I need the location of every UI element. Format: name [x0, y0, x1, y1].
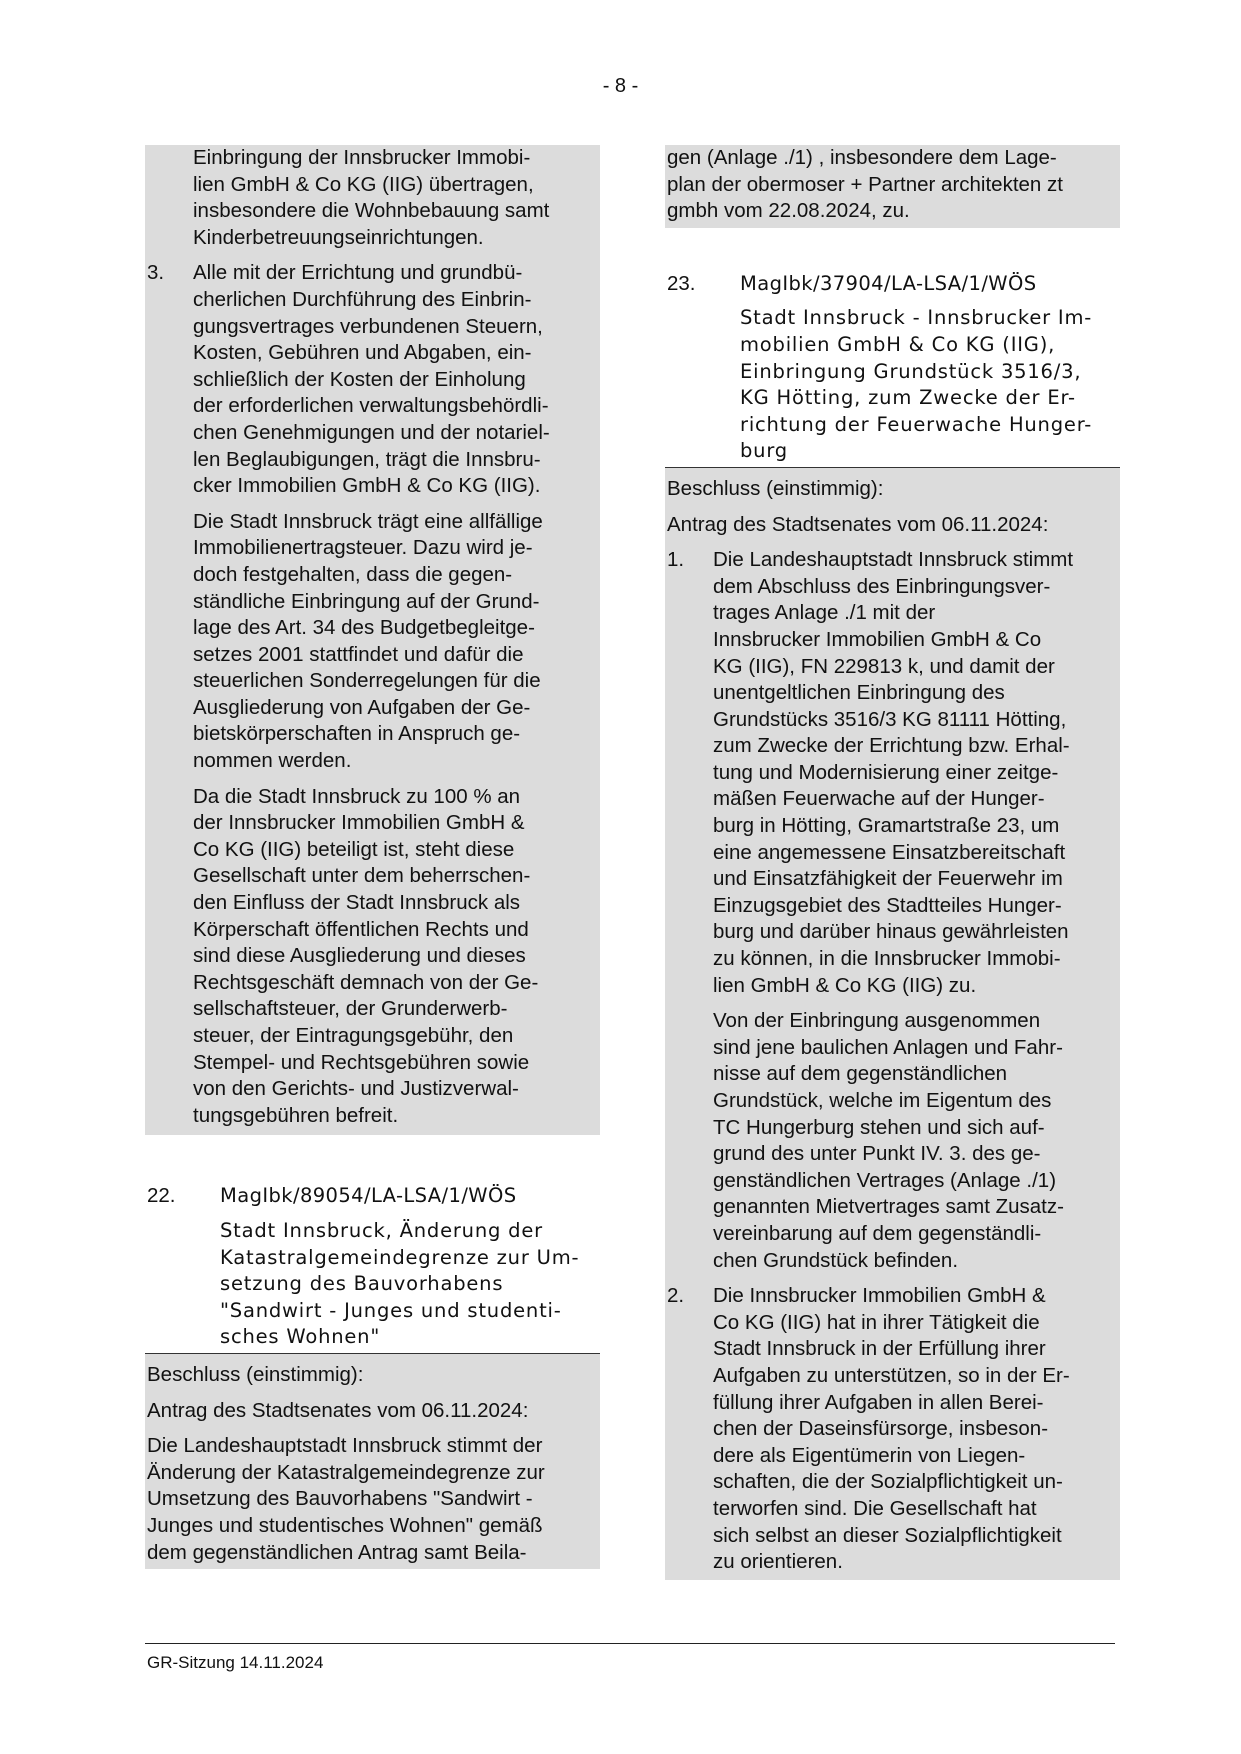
- text-line: Änderung der Katastralgemeindegrenze zur: [147, 1460, 545, 1484]
- text-line: Stempel- und Rechtsgebühren sowie: [193, 1050, 530, 1074]
- text-line: cker Immobilien GmbH & Co KG (IIG).: [193, 474, 541, 498]
- text-line: den Einfluss der Stadt Innsbruck als: [193, 891, 521, 915]
- text-line: dem gegenständlichen Antrag samt Beila-: [147, 1540, 527, 1564]
- text-line: genständlichen Vertrages (Anlage ./1): [713, 1168, 1057, 1192]
- text-line: Die Landeshauptstadt Innsbruck stimmt: [713, 548, 1074, 572]
- text-line: gungsvertrages verbundenen Steuern,: [193, 314, 543, 338]
- text-line: Stadt Innsbruck, Änderung der: [220, 1218, 543, 1242]
- text-line: Einbringung Grundstück 3516/3,: [740, 359, 1082, 383]
- text-line: sich selbst an dieser Sozialpflichtigkeit: [713, 1523, 1062, 1547]
- resolution-point-2: [665, 1283, 1120, 1576]
- text-line: gen (Anlage ./1) , insbesondere dem Lage-: [667, 146, 1057, 169]
- text-line: Grundstücks 3516/3 KG 81111 Hötting,: [713, 707, 1067, 731]
- agenda-item-22-heading: [145, 1183, 600, 1210]
- text-line: Kinderbetreuungseinrichtungen.: [193, 225, 484, 249]
- text-line: schaften, die der Sozialpflichtigkeit un-: [713, 1470, 1063, 1494]
- text-line: chen Grundstück befinden.: [713, 1248, 959, 1272]
- text-line: und Einsatzfähigkeit der Feuerwehr im: [713, 867, 1063, 891]
- point2-paragraph-1: [713, 1283, 1120, 1576]
- text-line: unentgeltlichen Einbringung des: [713, 681, 1005, 705]
- text-line: lage des Art. 34 des Budgetbegleitge-: [193, 616, 535, 640]
- left-continuation-block: [145, 145, 600, 1135]
- agenda-number: 23.: [667, 271, 696, 295]
- footer-divider: [145, 1643, 1115, 1644]
- proposal-label: Antrag des Stadtsenates vom 06.11.2024:: [147, 1398, 529, 1422]
- text-line: zu können, in die Innsbrucker Immobi-: [713, 947, 1061, 971]
- item3-paragraph-2: [193, 509, 600, 775]
- text-line: burg: [740, 439, 788, 463]
- text-line: der Innsbrucker Immobilien GmbH &: [193, 811, 525, 835]
- text-line: Junges und studentisches Wohnen" gemäß: [147, 1513, 543, 1537]
- item3-paragraph-3: [193, 784, 600, 1130]
- text-line: zum Zwecke der Errichtung bzw. Erhal-: [713, 734, 1070, 758]
- text-line: lien GmbH & Co KG (IIG) übertragen,: [193, 172, 534, 196]
- text-line: vereinbarung auf dem gegenständli-: [713, 1221, 1042, 1245]
- text-line: setzes 2001 stattfindet und dafür die: [193, 642, 524, 666]
- text-line: cherlichen Durchführung des Einbrin-: [193, 287, 532, 311]
- text-line: von den Gerichts- und Justizverwal-: [193, 1077, 519, 1101]
- text-line: dere als Eigentümerin von Liegen-: [713, 1443, 1026, 1467]
- text-line: Co KG (IIG) hat in ihrer Tätigkeit die: [713, 1310, 1040, 1334]
- text-line: Umsetzung des Bauvorhabens "Sandwirt -: [147, 1487, 533, 1511]
- text-line: Co KG (IIG) beteiligt ist, steht diese: [193, 837, 515, 861]
- text-line: füllung ihrer Aufgaben in allen Berei-: [713, 1390, 1044, 1414]
- text-line: Die Innsbrucker Immobilien GmbH &: [713, 1284, 1046, 1308]
- text-line: terworfen sind. Die Gesellschaft hat: [713, 1496, 1037, 1520]
- text-line: sches Wohnen": [220, 1325, 381, 1349]
- list-number: 1.: [667, 548, 685, 572]
- agenda-item-22-subject: [145, 1218, 600, 1354]
- text-line: richtung der Feuerwache Hunger-: [740, 412, 1093, 436]
- text-line: nommen werden.: [193, 749, 352, 773]
- text-line: trages Anlage ./1 mit der: [713, 601, 936, 625]
- text-line: burg und darüber hinaus gewährleisten: [713, 920, 1069, 944]
- agenda-item-23-heading: [665, 271, 1120, 298]
- text-line: tungsgebühren befreit.: [193, 1103, 399, 1127]
- text-line: insbesondere die Wohnbebauung samt: [193, 199, 550, 223]
- text-line: KG Hötting, zum Zwecke der Er-: [740, 386, 1076, 410]
- right-column: [665, 145, 1120, 1580]
- text-line: gmbh vom 22.08.2024, zu.: [667, 199, 910, 223]
- text-line: burg in Hötting, Gramartstraße 23, um: [713, 814, 1060, 838]
- text-line: Kosten, Gebühren und Abgaben, ein-: [193, 341, 532, 365]
- text-line: tung und Modernisierung einer zeitge-: [713, 760, 1059, 784]
- text-line: Aufgaben zu unterstützen, so in der Er-: [713, 1363, 1070, 1387]
- text-line: zu orientieren.: [713, 1550, 843, 1574]
- text-line: Immobilienertragsteuer. Dazu wird je-: [193, 536, 533, 560]
- text-line: Körperschaft öffentlichen Rechts und: [193, 917, 529, 941]
- list-item-3: [145, 260, 600, 1129]
- text-line: bietskörperschaften in Anspruch ge-: [193, 722, 521, 746]
- text-line: steuerlichen Sonderregelungen für die: [193, 669, 541, 693]
- text-line: ständliche Einbringung auf der Grund-: [193, 589, 540, 613]
- text-line: Die Stadt Innsbruck trägt eine allfällige: [193, 509, 543, 533]
- agenda-item-23-resolution: [665, 468, 1120, 1580]
- text-line: sind diese Ausgliederung und dieses: [193, 944, 526, 968]
- right-continuation-block: [665, 145, 1120, 228]
- agenda-number: 22.: [147, 1184, 176, 1208]
- text-line: nisse auf dem gegenständlichen: [713, 1062, 1008, 1086]
- text-line: Innsbrucker Immobilien GmbH & Co: [713, 627, 1042, 651]
- proposal-label: Antrag des Stadtsenates vom 06.11.2024:: [667, 512, 1049, 536]
- text-line: lien GmbH & Co KG (IIG) zu.: [713, 973, 977, 997]
- text-line: Einzugsgebiet des Stadtteiles Hunger-: [713, 893, 1062, 917]
- agenda-item-22-resolution: [145, 1354, 600, 1569]
- text-line: chen der Daseinsfürsorge, insbeson-: [713, 1417, 1049, 1441]
- resolution-label: Beschluss (einstimmig):: [667, 476, 884, 500]
- agenda-code: MagIbk/89054/LA-LSA/1/WÖS: [220, 1184, 517, 1208]
- page-number: - 8 -: [602, 75, 639, 97]
- list-number: 2.: [667, 1284, 685, 1308]
- text-line: Alle mit der Errichtung und grundbü-: [193, 261, 523, 285]
- resolution-body: [145, 1433, 600, 1566]
- text-line: Einbringung der Innsbrucker Immobi-: [193, 146, 531, 169]
- text-line: dem Abschluss des Einbringungsver-: [713, 574, 1051, 598]
- text-line: Die Landeshauptstadt Innsbruck stimmt der: [147, 1434, 543, 1458]
- text-line: Stadt Innsbruck - Innsbrucker Im-: [740, 306, 1093, 330]
- text-line: eine angemessene Einsatzbereitschaft: [713, 840, 1066, 864]
- text-line: chen Genehmigungen und der notariel-: [193, 420, 550, 444]
- text-line: steuer, der Eintragungsgebühr, den: [193, 1024, 514, 1047]
- agenda-item-23-subject: [665, 305, 1120, 468]
- text-line: sellschaftsteuer, der Grunderwerb-: [193, 997, 508, 1021]
- text-line: Von der Einbringung ausgenommen: [713, 1009, 1041, 1033]
- text-line: Da die Stadt Innsbruck zu 100 % an: [193, 784, 521, 808]
- agenda-code: MagIbk/37904/LA-LSA/1/WÖS: [740, 271, 1037, 295]
- text-line: mobilien GmbH & Co KG (IIG),: [740, 332, 1056, 356]
- text-line: genannten Mietvertrages samt Zusatz-: [713, 1195, 1064, 1219]
- text-line: der erforderlichen verwaltungsbehördli-: [193, 394, 549, 418]
- text-line: schließlich der Kosten der Einholung: [193, 367, 526, 391]
- text-line: grund des unter Punkt IV. 3. des ge-: [713, 1142, 1041, 1166]
- text-line: KG (IIG), FN 229813 k, und damit der: [713, 654, 1055, 678]
- text-line: doch festgehalten, dass die gegen-: [193, 562, 513, 586]
- text-line: sind jene baulichen Anlagen und Fahr-: [713, 1035, 1063, 1059]
- point1-paragraph-1: [713, 547, 1120, 999]
- footer-text: GR-Sitzung 14.11.2024: [147, 1653, 324, 1672]
- item3-paragraph-1: [193, 260, 600, 499]
- point1-paragraph-2: [713, 1008, 1120, 1274]
- continuation-paragraph: [145, 145, 600, 251]
- text-line: Stadt Innsbruck in der Erfüllung ihrer: [713, 1337, 1046, 1361]
- text-line: plan der obermoser + Partner architekten zt: [667, 172, 1063, 196]
- list-number: 3.: [147, 261, 165, 285]
- text-line: "Sandwirt - Junges und studenti-: [220, 1298, 562, 1322]
- left-column: [145, 145, 600, 1569]
- text-line: Ausgliederung von Aufgaben der Ge-: [193, 695, 531, 719]
- text-line: mäßen Feuerwache auf der Hunger-: [713, 787, 1045, 811]
- text-line: Grundstück, welche im Eigentum des: [713, 1089, 1052, 1112]
- text-line: Rechtsgeschäft demnach von der Ge-: [193, 970, 539, 994]
- text-line: TC Hungerburg stehen und sich auf-: [713, 1115, 1045, 1139]
- resolution-point-1: [665, 547, 1120, 1274]
- text-line: Katastralgemeindegrenze zur Um-: [220, 1245, 580, 1269]
- text-line: len Beglaubigungen, trägt die Innsbru-: [193, 447, 541, 471]
- text-line: setzung des Bauvorhabens: [220, 1272, 504, 1296]
- text-line: Gesellschaft unter dem beherrschen-: [193, 864, 531, 888]
- resolution-label: Beschluss (einstimmig):: [147, 1362, 364, 1386]
